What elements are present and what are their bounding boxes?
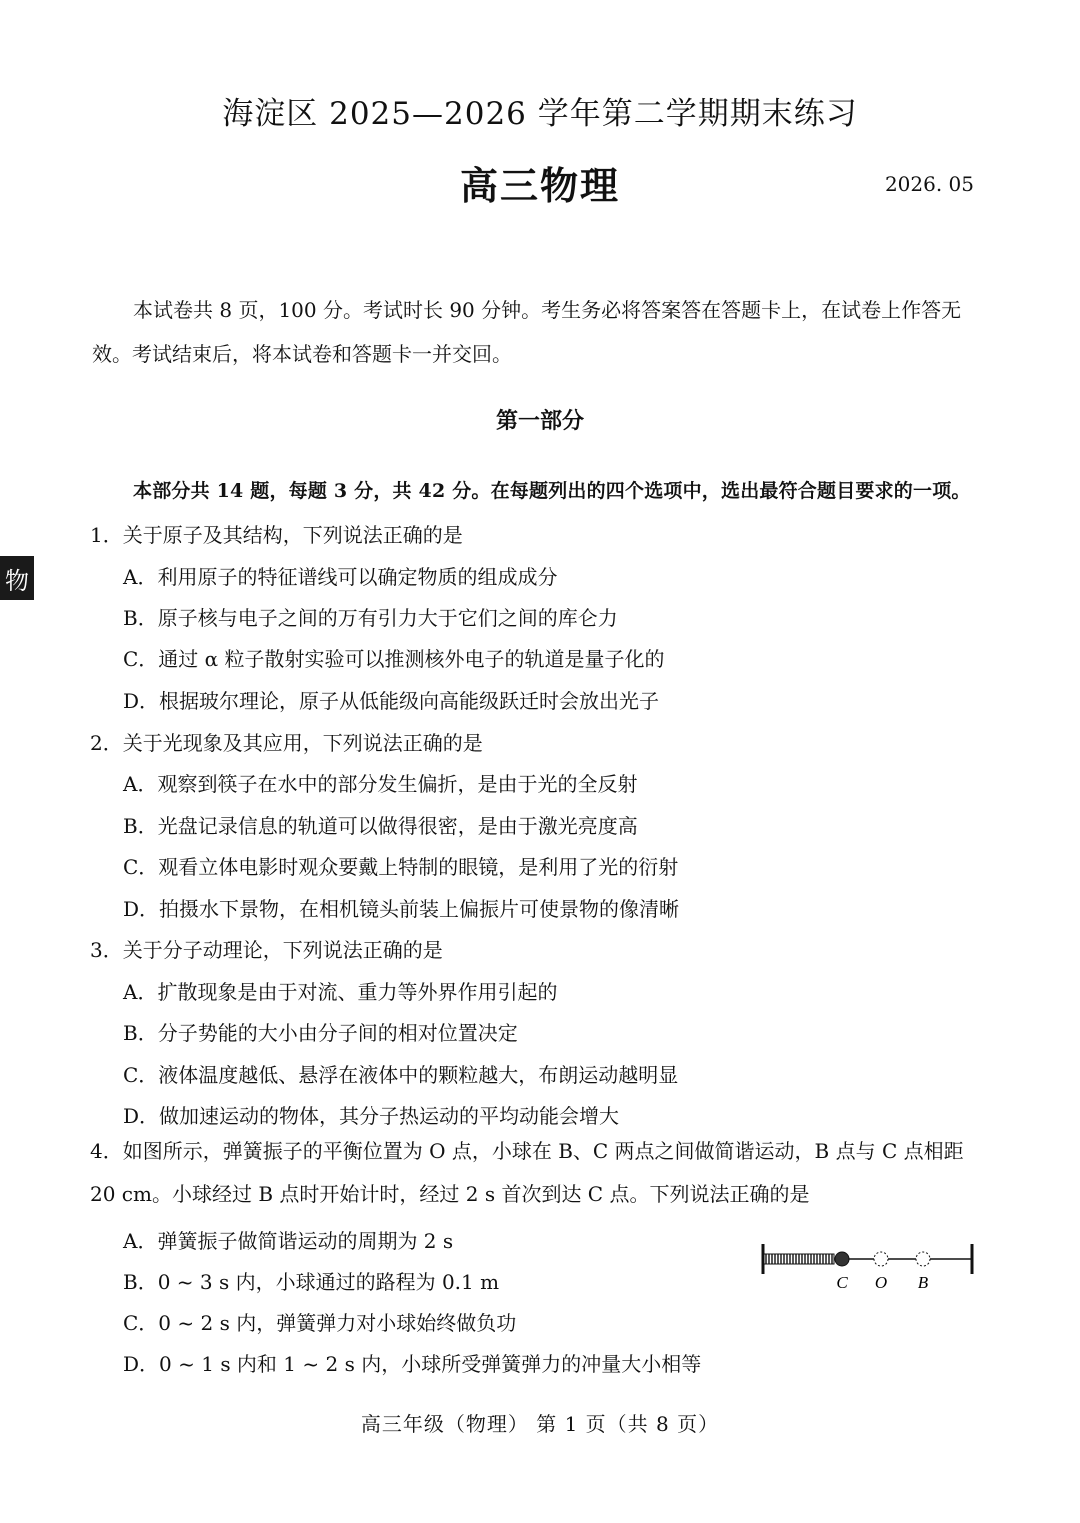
label-o: O: [874, 1273, 888, 1292]
question-2-option-c: C．观看立体电影时观众要戴上特制的眼镜，是利用了光的衍射: [123, 855, 679, 879]
question-3-option-b: B．分子势能的大小由分子间的相对位置决定: [123, 1021, 518, 1045]
question-3-option-d: D．做加速运动的物体，其分子热运动的平均动能会增大: [123, 1104, 620, 1128]
spring-oscillator-diagram: [758, 1240, 980, 1300]
ball-at-o: [874, 1252, 888, 1266]
label-c: C: [836, 1273, 848, 1292]
question-3-option-c: C．液体温度越低、悬浮在液体中的颗粒越大，布朗运动越明显: [123, 1063, 679, 1087]
question-4-option-b: B．0 ~ 3 s 内，小球通过的路程为 0.1 m: [123, 1270, 500, 1294]
question-2-option-a: A．观察到筷子在水中的部分发生偏折，是由于光的全反射: [123, 772, 638, 796]
question-3-option-a: A．扩散现象是由于对流、重力等外界作用引起的: [123, 980, 558, 1004]
ball-at-c: [835, 1252, 849, 1266]
question-4-option-a: A．弹簧振子做简谐运动的周期为 2 s: [123, 1229, 454, 1253]
exam-subject: 高三物理: [459, 163, 620, 208]
question-3-stem: 3．关于分子动理论，下列说法正确的是: [90, 938, 443, 962]
exam-title: 海淀区 2025—2026 学年第二学期期末练习: [222, 96, 858, 132]
question-1-option-a: A．利用原子的特征谱线可以确定物质的组成成分: [123, 565, 558, 589]
part-description: 本部分共 14 题，每题 3 分，共 42 分。在每题列出的四个选项中，选出最符合题目要求的一项。: [133, 480, 971, 502]
question-1-option-d: D．根据玻尔理论，原子从低能级向高能级跃迁时会放出光子: [123, 689, 660, 713]
question-4-option-d: D．0 ~ 1 s 内和 1 ~ 2 s 内，小球所受弹簧弹力的冲量大小相等: [123, 1352, 702, 1376]
question-1-option-c: C．通过 α 粒子散射实验可以推测核外电子的轨道是量子化的: [123, 647, 665, 671]
question-2-option-d: D．拍摄水下景物，在相机镜头前装上偏振片可使景物的像清晰: [123, 897, 680, 921]
side-tab: 物: [0, 556, 34, 600]
spring-coil: [764, 1254, 834, 1264]
question-4-stem: 4．如图所示，弹簧振子的平衡位置为 O 点，小球在 B、C 两点之间做简谐运动，B 点与 C 点相距 20 cm。小球经过 B 点时开始计时，经过 2 s 首次到达 C 点。下列说法正确的是: [90, 1139, 964, 1206]
question-1-option-b: B．原子核与电子之间的万有引力大于它们之间的库仑力: [123, 606, 618, 630]
label-b: B: [917, 1273, 929, 1292]
question-4-option-c: C．0 ~ 2 s 内，弹簧弹力对小球始终做负功: [123, 1311, 517, 1335]
question-1-stem: 1．关于原子及其结构，下列说法正确的是: [90, 523, 463, 547]
page-footer: 高三年级（物理） 第 1 页（共 8 页）: [360, 1412, 720, 1436]
exam-date: 2026. 05: [884, 172, 974, 196]
ball-at-b: [916, 1252, 930, 1266]
question-2-option-b: B．光盘记录信息的轨道可以做得很密，是由于激光亮度高: [123, 814, 638, 838]
part-title: 第一部分: [495, 408, 584, 434]
exam-instructions: 本试卷共 8 页，100 分。考试时长 90 分钟。考生务必将答案答在答题卡上，在试卷上作答无效。考试结束后，将本试卷和答题卡一并交回。: [92, 298, 962, 366]
question-2-stem: 2．关于光现象及其应用，下列说法正确的是: [90, 731, 483, 755]
